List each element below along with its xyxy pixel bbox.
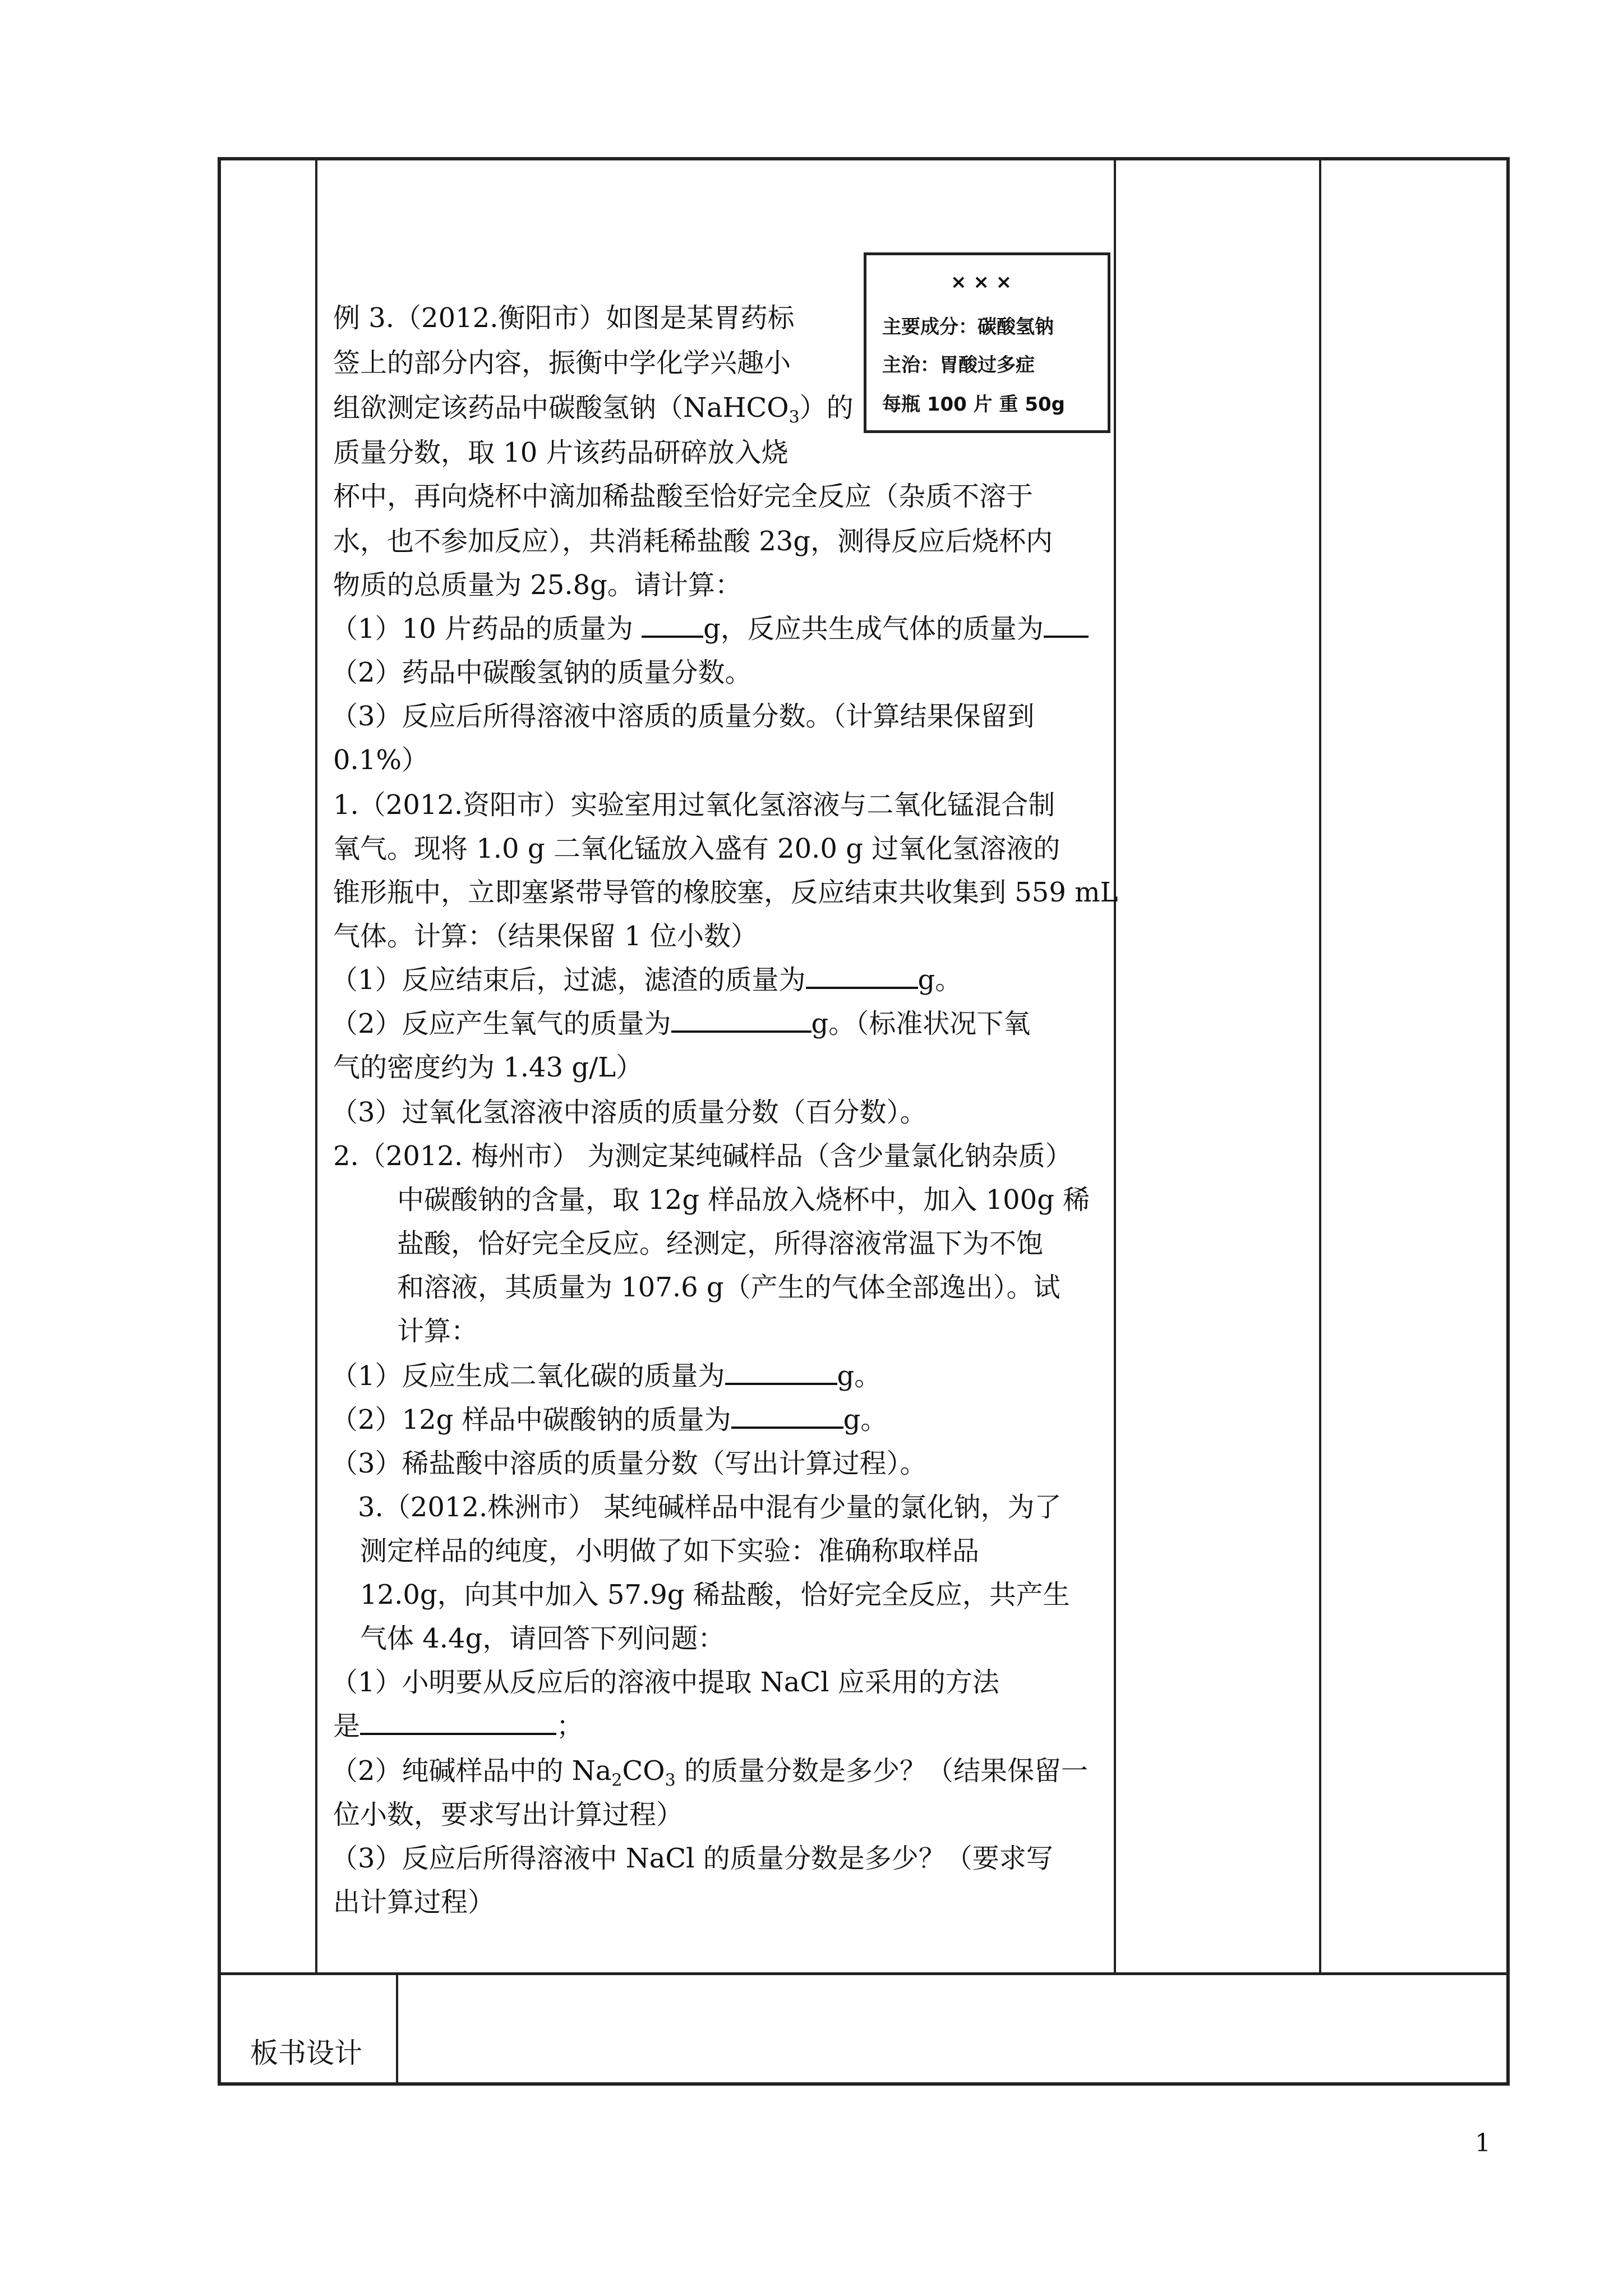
- example3-line: 物质的总质量为 25.8g。请计算：: [333, 569, 742, 601]
- problem3-line: 测定样品的纯度，小明做了如下实验：准确称取样品: [360, 1535, 980, 1567]
- answer-blank[interactable]: [731, 1404, 843, 1429]
- problem1-q2: [331, 1002, 1030, 1041]
- problem1-q3: （3）过氧化氢溶液中溶质的质量分数（百分数）。: [331, 1097, 927, 1128]
- example3-line: 水，也不参加反应），共消耗稀盐酸 23g，测得反应后烧杯内: [333, 526, 1053, 557]
- problem3-q2: 位小数，要求写出计算过程）: [333, 1799, 684, 1830]
- problem3-line: 12.0g，向其中加入 57.9g 稀盐酸，恰好完全反应，共产生: [360, 1579, 1070, 1611]
- problem3-q1: （1）小明要从反应后的溶液中提取 NaCl 应采用的方法: [331, 1667, 999, 1698]
- board-design-label: 板书设计: [250, 2037, 362, 2069]
- question-text: （2）12g 样品中碳酸钠的质量为: [331, 1404, 731, 1435]
- example3-line: 签上的部分内容，振衡中学化学兴趣小: [333, 347, 791, 379]
- problem3-line: 气体 4.4g，请回答下列问题：: [360, 1623, 725, 1654]
- example3-line: 组欲测定该药品中碳酸氢钠（NaHCO$_3$）的: [333, 392, 854, 427]
- question-text: （2）反应产生氧气的质量为: [331, 1008, 671, 1039]
- question-text: g。: [843, 1404, 888, 1435]
- problem2-line: 和溶液，其质量为 107.6 g（产生的气体全部逸出）。试: [397, 1272, 1061, 1303]
- problem2-q1: [331, 1354, 881, 1393]
- answer-blank[interactable]: [725, 1360, 837, 1385]
- problem1-line: 氧气。现将 1.0 g 二氧化锰放入盛有 20.0 g 过氧化氢溶液的: [333, 833, 1061, 864]
- question-text: g。: [837, 1360, 882, 1392]
- question-text: （1）10 片药品的质量为: [331, 613, 633, 645]
- table-divider: [315, 157, 317, 1975]
- table-divider: [218, 1972, 1510, 1975]
- table-divider: [396, 1972, 398, 2086]
- problem2-line: 计算：: [397, 1315, 478, 1347]
- question-text: g。: [917, 964, 962, 996]
- example3-q3: （3）反应后所得溶液中溶质的质量分数。（计算结果保留到: [331, 701, 1035, 732]
- problem2-q2: [331, 1398, 887, 1437]
- label-line: 主要成分：碳酸氢钠: [882, 316, 1054, 338]
- question-text: （1）反应生成二氧化碳的质量为: [331, 1360, 725, 1392]
- medicine-label: [864, 252, 1110, 433]
- page-number: 1: [1475, 2129, 1491, 2157]
- problem3-q3: 出计算过程）: [333, 1887, 495, 1918]
- question-text: （1）反应结束后，过滤，滤渣的质量为: [331, 964, 806, 996]
- answer-blank[interactable]: [360, 1710, 556, 1735]
- answer-blank[interactable]: [1044, 613, 1089, 638]
- problem3-q3: （3）反应后所得溶液中 NaCl 的质量分数是多少？（要求写: [331, 1843, 1053, 1874]
- problem1-q2: 气的密度约为 1.43 g/L）: [333, 1052, 643, 1083]
- label-line: 主治：胃酸过多症: [882, 354, 1035, 376]
- problem2-line: 中碳酸钠的含量，取 12g 样品放入烧杯中，加入 100g 稀: [397, 1184, 1090, 1216]
- problem2-q3: （3）稀盐酸中溶质的质量分数（写出计算过程）。: [331, 1448, 927, 1479]
- problem3-q1: [333, 1704, 583, 1743]
- label-title: × × ×: [951, 271, 1012, 293]
- problem3-line: 3.（2012.株洲市） 某纯碱样品中混有少量的氯化钠，为了: [358, 1492, 1062, 1523]
- answer-blank[interactable]: [642, 613, 703, 638]
- problem3-q2: （2）纯碱样品中的 $Na_2CO_3$ 的质量分数是多少？（结果保留一: [331, 1755, 1088, 1791]
- question-text: ；: [556, 1710, 584, 1742]
- example3-q3: 0.1%）: [333, 744, 428, 776]
- problem2-line: 盐酸，恰好完全反应。经测定，所得溶液常温下为不饱: [397, 1228, 1044, 1259]
- problem1-q1: [331, 958, 962, 997]
- question-text: g。（标准状况下氧: [811, 1008, 1031, 1039]
- example3-q1: [331, 607, 1089, 646]
- label-line: 每瓶 100 片 重 50g: [882, 393, 1065, 416]
- question-text: 是: [333, 1710, 361, 1742]
- question-text: g，反应共生成气体的质量为: [703, 613, 1044, 645]
- answer-blank[interactable]: [671, 1008, 811, 1033]
- problem1-line: 锥形瓶中，立即塞紧带导管的橡胶塞，反应结束共收集到 559 mL: [333, 877, 1118, 908]
- answer-blank[interactable]: [806, 964, 918, 989]
- table-divider: [1319, 157, 1321, 1975]
- problem2-line: 2.（2012. 梅州市） 为测定某纯碱样品（含少量氯化钠杂质）: [333, 1140, 1072, 1172]
- example3-q2: （2）药品中碳酸氢钠的质量分数。: [331, 657, 752, 688]
- problem1-line: 气体。计算：（结果保留 1 位小数）: [333, 921, 758, 952]
- table-divider: [1114, 157, 1116, 1975]
- example3-line: 例 3.（2012.衡阳市）如图是某胃药标: [333, 302, 795, 334]
- example3-line: 杯中，再向烧杯中滴加稀盐酸至恰好完全反应（杂质不溶于: [333, 481, 1034, 512]
- example3-line: 质量分数，取 10 片该药品研碎放入烧: [333, 437, 789, 468]
- problem1-line: 1.（2012.资阳市）实验室用过氧化氢溶液与二氧化锰混合制: [333, 789, 1055, 821]
